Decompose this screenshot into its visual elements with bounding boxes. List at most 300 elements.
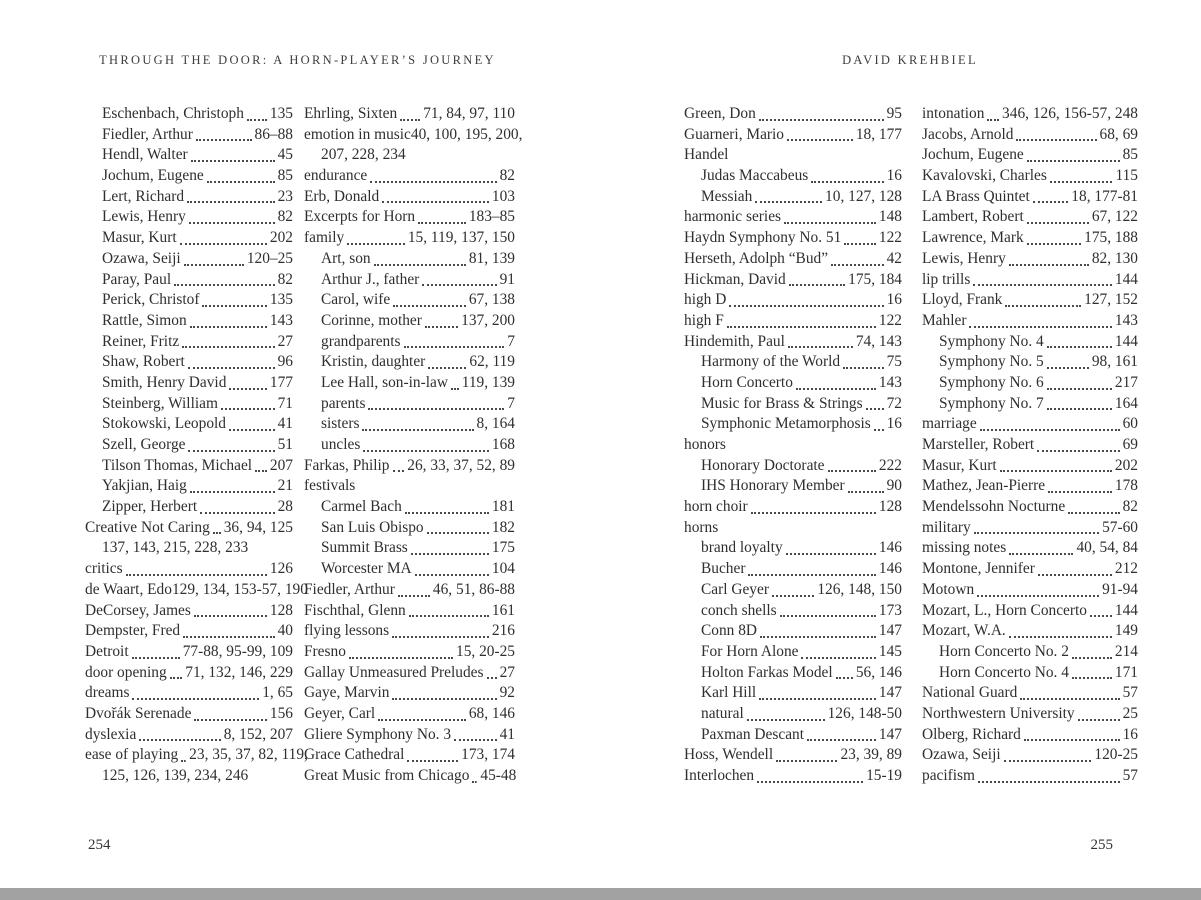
index-page-numbers: 173 (878, 601, 902, 619)
index-term: Northwestern University (922, 704, 1075, 722)
dot-leader (843, 367, 884, 369)
index-term: Symphony No. 7 (939, 394, 1044, 412)
index-heading (684, 145, 902, 166)
index-entry (684, 104, 902, 125)
index-term: horn choir (684, 498, 748, 516)
index-page-numbers: 27 (277, 332, 293, 350)
dot-leader (188, 367, 275, 369)
index-page-numbers: 173, 174 (461, 746, 515, 764)
index-page-numbers: 82 (1122, 498, 1138, 516)
index-entry-continuation (304, 145, 515, 166)
index-term: Symphonic Metamorphosis (701, 415, 871, 433)
index-page-numbers: 28 (277, 498, 293, 516)
dot-leader (1078, 719, 1120, 721)
index-term: Hickman, David (684, 270, 786, 288)
index-term: Karl Hill (701, 684, 757, 702)
index-term: Detroit (85, 642, 129, 660)
dot-leader (836, 677, 853, 679)
index-page-numbers: 60 (1122, 415, 1138, 433)
dot-leader (759, 698, 876, 700)
index-entry (85, 166, 293, 187)
index-entry (304, 249, 515, 270)
index-term: For Horn Alone (701, 642, 799, 660)
index-term: Lewis, Henry (102, 208, 186, 226)
index-term: Judas Maccabeus (701, 167, 809, 185)
index-entry (85, 394, 293, 415)
index-entry (684, 559, 902, 580)
dot-leader (1033, 201, 1069, 203)
dot-leader (1072, 677, 1112, 679)
index-term: Gaye, Marvin (304, 684, 390, 702)
index-entry (85, 290, 293, 311)
dot-leader (229, 388, 267, 390)
index-term: Grace Cathedral (304, 746, 405, 764)
index-entry (304, 104, 515, 125)
index-term: military (922, 518, 971, 536)
dot-leader (755, 201, 822, 203)
index-entry (85, 352, 293, 373)
dot-leader (405, 512, 489, 514)
index-term: Smith, Henry David (102, 373, 227, 391)
dot-leader (132, 698, 259, 700)
index-term: intonation (922, 105, 985, 122)
index-entry (85, 249, 293, 270)
index-page-numbers: 127, 152 (1084, 291, 1138, 309)
dot-leader (1005, 305, 1081, 307)
index-entry (304, 373, 515, 394)
dot-leader (831, 264, 884, 266)
index-entry (922, 497, 1138, 518)
index-term: door opening (85, 663, 167, 681)
dot-leader (427, 532, 489, 534)
dot-leader (759, 119, 884, 121)
index-term: ease of playing (85, 746, 179, 764)
index-entry (304, 601, 515, 622)
dot-leader (1047, 367, 1089, 369)
index-entry (922, 311, 1138, 332)
index-entry (85, 642, 293, 663)
index-page-numbers: 1, 65 (262, 684, 293, 702)
index-entry-continuation (85, 538, 293, 559)
dot-leader (451, 388, 459, 390)
index-term: Motown (922, 580, 975, 598)
dot-leader (811, 181, 883, 183)
index-term: Dempster, Fred (85, 622, 181, 640)
index-page-numbers: 115 (1115, 167, 1138, 185)
index-entry (922, 332, 1138, 353)
index-page-numbers: 143 (269, 311, 293, 329)
index-entry (922, 352, 1138, 373)
index-entry (85, 104, 293, 125)
index-term: Geyer, Carl (304, 704, 376, 722)
index-entry (85, 559, 293, 580)
index-entry (85, 145, 293, 166)
index-term: missing notes (922, 539, 1007, 557)
index-term: Worcester MA (321, 560, 412, 578)
index-entry (922, 559, 1138, 580)
index-page-numbers: 68, 146 (468, 704, 515, 722)
index-page-numbers: 212 (1114, 560, 1138, 578)
index-term: Mahler (922, 311, 967, 329)
dot-leader (1027, 222, 1089, 224)
index-term: Lawrence, Mark (922, 229, 1024, 247)
dot-leader (1009, 553, 1073, 555)
index-entry (304, 518, 515, 539)
index-term: Handel (684, 146, 729, 164)
left-page-number: 254 (88, 837, 111, 853)
index-page-numbers: 27 (499, 663, 515, 681)
dot-leader (382, 201, 489, 203)
index-entry (684, 476, 902, 497)
index-column-3 (684, 104, 902, 787)
index-term: de Waart, Edo (85, 580, 172, 598)
index-term: Hindemith, Paul (684, 332, 785, 350)
index-page-numbers: 75 (886, 353, 902, 371)
index-term: brand loyalty (701, 539, 783, 557)
index-term: Masur, Kurt (922, 456, 997, 474)
index-term: Symphony No. 4 (939, 332, 1044, 350)
dot-leader (411, 553, 489, 555)
index-term: Perick, Christof (102, 291, 200, 309)
index-page-numbers: 86–88 (254, 125, 293, 143)
index-heading (684, 518, 902, 539)
index-page-numbers: 57 (1122, 767, 1138, 784)
index-term: Fresno (304, 642, 346, 660)
index-page-numbers: 128 (269, 601, 293, 619)
index-term: high F (684, 311, 724, 329)
index-entry (85, 518, 293, 539)
dot-leader (139, 739, 220, 741)
index-term: Ehrling, Sixten (304, 105, 398, 122)
index-term: Horn Concerto No. 4 (939, 663, 1069, 681)
index-term: National Guard (922, 684, 1018, 702)
dot-leader (786, 553, 876, 555)
dot-leader (194, 719, 267, 721)
index-term: grandparents (321, 332, 401, 350)
dot-leader (760, 636, 876, 638)
index-entry (684, 538, 902, 559)
index-page-numbers: 85 (277, 167, 293, 185)
index-entry (85, 187, 293, 208)
right-page-number: 255 (1090, 837, 1113, 853)
dot-leader (1027, 243, 1081, 245)
dot-leader (1000, 470, 1112, 472)
index-page-numbers: 202 (1114, 456, 1138, 474)
index-entry (85, 311, 293, 332)
index-page-numbers: 91 (499, 270, 515, 288)
index-page-numbers: 146 (878, 539, 902, 557)
index-page-numbers: 164 (1114, 394, 1138, 412)
dot-leader (404, 346, 505, 348)
index-column-4 (922, 104, 1138, 787)
index-term: flying lessons (304, 622, 390, 640)
left-page-running-head: THROUGH THE DOOR: A HORN-PLAYER’S JOURNEY (99, 53, 496, 67)
dot-leader (1024, 739, 1120, 741)
dot-leader (415, 574, 489, 576)
index-page-numbers: 148 (878, 208, 902, 226)
dot-leader (407, 760, 458, 762)
index-entry (922, 476, 1138, 497)
index-entry (304, 166, 515, 187)
index-page-numbers: 202 (269, 229, 293, 247)
index-entry (85, 663, 293, 684)
index-page-numbers: 36, 94, 125 (223, 518, 293, 536)
index-term: marriage (922, 415, 977, 433)
dot-leader (772, 595, 814, 597)
index-entry (684, 580, 902, 601)
index-term: Rattle, Simon (102, 311, 187, 329)
index-page-numbers: 15, 20-25 (456, 642, 515, 660)
index-entry (922, 249, 1138, 270)
dot-leader (190, 491, 275, 493)
index-term: Olberg, Richard (922, 725, 1021, 743)
index-page-numbers: 144 (1114, 270, 1138, 288)
index-page-numbers: 144 (1114, 332, 1138, 350)
index-term: Carl Geyer (701, 580, 769, 598)
index-page-numbers: 67, 138 (468, 291, 515, 309)
index-column-2 (304, 104, 523, 787)
index-entry (304, 311, 515, 332)
dot-leader (828, 470, 876, 472)
index-entry (85, 373, 293, 394)
index-entry (922, 414, 1138, 435)
dot-leader (780, 615, 876, 617)
index-page-numbers: 16 (886, 167, 902, 185)
dot-leader (189, 222, 275, 224)
dot-leader (789, 284, 845, 286)
dot-leader (392, 698, 496, 700)
index-entry (304, 497, 515, 518)
dot-leader (1009, 264, 1089, 266)
dot-leader (174, 284, 275, 286)
index-term: Symphony No. 6 (939, 373, 1044, 391)
dot-leader (409, 615, 489, 617)
dot-leader (247, 119, 267, 121)
index-entry (304, 725, 515, 746)
dot-leader (370, 181, 496, 183)
index-term: Yakjian, Haig (102, 477, 187, 495)
index-page-numbers: 23 (277, 187, 293, 205)
index-page-numbers: 8, 152, 207 (223, 725, 293, 743)
dot-leader (1072, 657, 1112, 659)
index-term: Fiedler, Arthur (304, 580, 395, 598)
index-entry (304, 270, 515, 291)
index-entry (922, 663, 1138, 684)
index-page-numbers: 71, 132, 146, 229 (185, 663, 293, 681)
dot-leader (844, 243, 876, 245)
index-term: Reiner, Fritz (102, 332, 180, 350)
index-term: Art, son (321, 249, 371, 267)
index-entry (85, 414, 293, 435)
index-term: Mozart, L., Horn Concerto (922, 601, 1087, 619)
index-entry (922, 601, 1138, 622)
index-entry (304, 228, 515, 249)
index-page-numbers: 51 (277, 436, 293, 453)
index-page-numbers: 216 (491, 622, 515, 640)
dot-leader (398, 595, 430, 597)
index-term: 125, 126, 139, 234, 246 (102, 767, 249, 784)
index-entry (85, 228, 293, 249)
index-page-numbers: 147 (878, 725, 902, 743)
index-term: Honorary Doctorate (701, 456, 825, 474)
index-page-numbers: 96 (277, 353, 293, 371)
index-page-numbers: 10, 127, 128 (825, 187, 902, 205)
index-page-numbers: 214 (1114, 642, 1138, 660)
index-term: Steinberg, William (102, 394, 218, 412)
index-entry (922, 207, 1138, 228)
index-entry (85, 704, 293, 725)
index-entry (684, 125, 902, 146)
index-page-numbers: 346, 126, 156-57, 248 (1002, 105, 1138, 122)
dot-leader (788, 346, 853, 348)
index-page-numbers: 92 (499, 684, 515, 702)
index-entry (922, 373, 1138, 394)
dot-leader (362, 429, 473, 431)
index-term: Summit Brass (321, 539, 408, 557)
index-entry (85, 476, 293, 497)
index-entry (304, 704, 515, 725)
index-entry (684, 311, 902, 332)
index-entry (922, 166, 1138, 187)
index-entry (684, 249, 902, 270)
index-entry (304, 125, 523, 146)
index-term: Eschenbach, Christoph (102, 105, 244, 122)
dot-leader (132, 657, 180, 659)
index-entry (304, 207, 515, 228)
index-page-numbers: 45-48 (480, 767, 517, 784)
index-page-numbers: 122 (878, 311, 902, 329)
index-entry (684, 187, 902, 208)
index-page-numbers: 178 (1114, 477, 1138, 495)
index-page-numbers: 23, 35, 37, 82, 119, (189, 746, 308, 764)
index-term: pacifism (922, 767, 975, 784)
index-term: Lert, Richard (102, 187, 185, 205)
dot-leader (980, 429, 1120, 431)
dot-leader (191, 160, 275, 162)
index-entry (922, 621, 1138, 642)
index-page-numbers: 168 (491, 436, 515, 453)
dot-leader (973, 284, 1112, 286)
dot-leader (454, 739, 497, 741)
index-term: parents (321, 394, 366, 412)
index-page-numbers: 41 (499, 725, 515, 743)
dot-leader (182, 346, 274, 348)
index-entry (684, 290, 902, 311)
index-term: natural (701, 704, 744, 722)
index-page-numbers: 7 (507, 332, 515, 350)
dot-leader (866, 408, 884, 410)
index-page-numbers: 68, 69 (1099, 125, 1138, 143)
index-page-numbers: 85 (1122, 146, 1138, 164)
dot-leader (1090, 615, 1112, 617)
dot-leader (207, 181, 275, 183)
dot-leader (363, 450, 489, 452)
index-page-numbers: 18, 177 (855, 125, 902, 143)
index-term: Jacobs, Arnold (922, 125, 1014, 143)
dot-leader (181, 760, 186, 762)
index-entry (304, 559, 515, 580)
index-term: horns (684, 518, 719, 536)
index-entry (304, 187, 515, 208)
index-entry (85, 601, 293, 622)
index-term: Lloyd, Frank (922, 291, 1003, 309)
index-entry (304, 435, 515, 456)
index-entry (684, 766, 902, 787)
index-page-numbers: 62, 119 (469, 353, 515, 371)
index-page-numbers: 144 (1114, 601, 1138, 619)
index-term: emotion in music (304, 125, 411, 143)
index-heading (684, 435, 902, 456)
index-heading (304, 476, 515, 497)
index-entry (684, 456, 902, 477)
index-term: Tilson Thomas, Michael (102, 456, 253, 474)
index-term: San Luis Obispo (321, 518, 424, 536)
index-page-numbers: 7 (507, 394, 515, 412)
index-entry (922, 187, 1138, 208)
dot-leader (368, 408, 504, 410)
index-term: endurance (304, 167, 368, 185)
index-page-numbers: 183–85 (468, 208, 515, 226)
dot-leader (796, 388, 876, 390)
index-term: Zipper, Herbert (102, 498, 198, 516)
dot-leader (748, 574, 875, 576)
index-entry (304, 683, 515, 704)
index-page-numbers: 147 (878, 622, 902, 640)
index-page-numbers: 40, 54, 84 (1076, 539, 1138, 557)
index-page-numbers: 15, 119, 137, 150 (407, 229, 515, 247)
dot-leader (729, 305, 883, 307)
dot-leader (1038, 574, 1112, 576)
index-entry (684, 601, 902, 622)
index-term: Gallay Unmeasured Preludes (304, 663, 484, 681)
index-entry (684, 621, 902, 642)
dot-leader (848, 491, 884, 493)
dot-leader (229, 429, 275, 431)
dot-leader (874, 429, 884, 431)
index-entry (684, 228, 902, 249)
index-page-numbers: 171 (1114, 663, 1138, 681)
index-page-numbers: 182 (491, 518, 515, 536)
index-entry (684, 270, 902, 291)
index-entry (684, 207, 902, 228)
index-entry (922, 642, 1138, 663)
dot-leader (969, 326, 1111, 328)
index-entry (85, 270, 293, 291)
index-entry (684, 414, 902, 435)
index-page-numbers: 175, 188 (1084, 229, 1138, 247)
index-page-numbers: 181 (491, 498, 515, 516)
index-page-numbers: 207 (269, 456, 293, 474)
dot-leader (183, 636, 274, 638)
dot-leader (188, 450, 274, 452)
index-page-numbers: 91-94 (1102, 580, 1138, 598)
dot-leader (187, 201, 275, 203)
index-page-numbers: 147 (878, 684, 902, 702)
index-page-numbers: 149 (1114, 622, 1138, 640)
index-page-numbers: 16 (1122, 725, 1138, 743)
index-column-1 (85, 104, 308, 787)
index-entry (304, 621, 515, 642)
dot-leader (1016, 139, 1096, 141)
index-page-numbers: 69 (1122, 436, 1138, 453)
index-page-numbers: 56, 146 (855, 663, 902, 681)
index-term: Mendelssohn Nocturne (922, 498, 1066, 516)
index-page-numbers: 90 (886, 477, 902, 495)
index-page-numbers: 82, 130 (1091, 249, 1138, 267)
index-page-numbers: 143 (878, 373, 902, 391)
index-term: Kristin, daughter (321, 353, 426, 371)
index-term: Conn 8D (701, 622, 758, 640)
